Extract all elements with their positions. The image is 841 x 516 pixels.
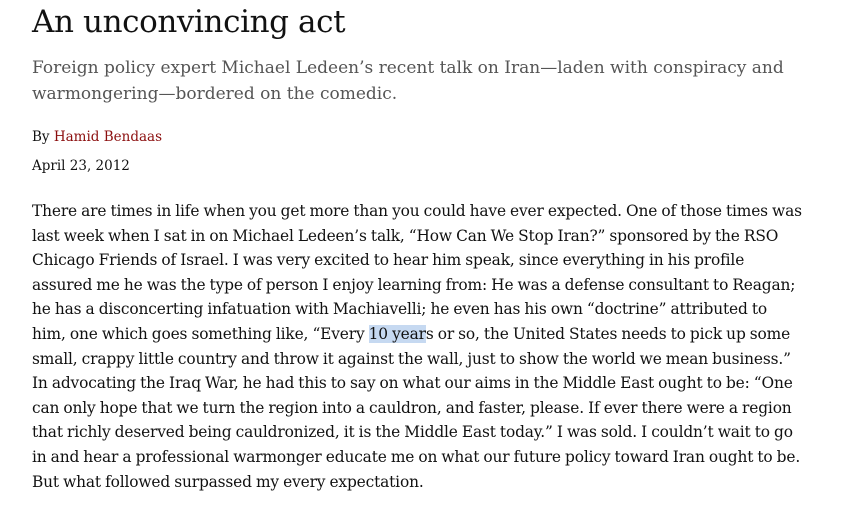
paragraph-line-with-selection: [32, 322, 837, 347]
article: [32, 0, 837, 494]
paragraph-line: Chicago Friends of Israel. I was very excited to hear him speak, since everything in his profile: [32, 251, 745, 270]
subtitle-line: warmongering—bordered on the comedic.: [32, 84, 398, 104]
byline-prefix: By: [32, 129, 50, 145]
subtitle-line: Foreign policy expert Michael Ledeen’s recent talk on Iran—laden with conspiracy and: [32, 58, 784, 78]
publish-date: April 23, 2012: [32, 158, 130, 174]
article-subtitle: [32, 55, 822, 107]
article-title: An unconvincing act: [32, 4, 346, 40]
paragraph-line: small, crappy little country and throw it against the wall, just to show the world we mean business.”: [32, 349, 791, 368]
article-body: [32, 199, 837, 494]
paragraph-line: in and hear a professional warmonger educate me on what our future policy toward Iran ought to be.: [32, 447, 801, 466]
paragraph-line: that richly deserved being cauldronized, it is the Middle East today.” I was sold. I couldn’t wait to go: [32, 423, 793, 442]
paragraph-line: he has a disconcerting infatuation with Machiavelli; he even has his own “doctrine” attributed to: [32, 300, 767, 319]
paragraph-line: There are times in life when you get more than you could have ever expected. One of those times was: [32, 202, 802, 220]
byline: [32, 128, 837, 146]
paragraph-line: assured me he was the type of person I enjoy learning from: He was a defense consultant to Reagan;: [32, 275, 796, 294]
paragraph-line: But what followed surpassed my every expectation.: [32, 472, 424, 491]
author-link[interactable]: Hamid Bendaas: [53, 129, 163, 145]
paragraph-line: In advocating the Iraq War, he had this to say on what our aims in the Middle East ought to be: “One: [32, 374, 793, 393]
selected-text[interactable]: 10 year: [368, 324, 426, 343]
line-text-before: him, one which goes something like, “Every: [32, 324, 369, 343]
line-text-after: s or so, the United States needs to pick up some: [425, 324, 791, 343]
paragraph-line: last week when I sat in on Michael Ledeen’s talk, “How Can We Stop Iran?” sponsored by the RSO: [32, 226, 779, 245]
paragraph-line: can only hope that we turn the region into a cauldron, and faster, please. If ever there were a region: [32, 398, 792, 417]
